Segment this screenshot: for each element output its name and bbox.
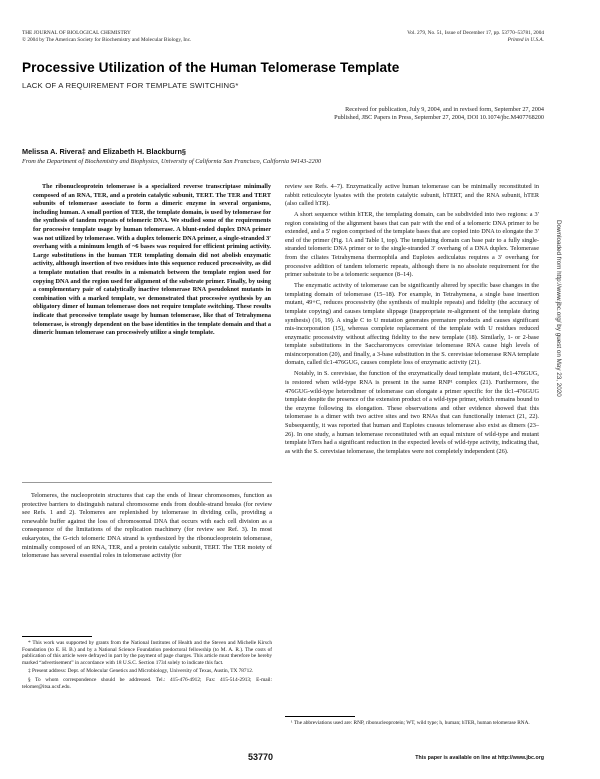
footnote-divider-left	[22, 636, 92, 637]
footnote-address: ‡ Present address: Dept. of Molecular Genetics and Microbiology, University of Texas, Austin, TX 78712.	[28, 668, 254, 675]
footnote-funding: * This work was supported by grants from the National Institutes of Health and the Steven and Michelle Kirsch Foundation (to E. H. B.) and by a National Science Foundation predoctoral fellowship (to M. A. R.). The costs of publication of this article were defrayed in part by the payment of page charges. This article must therefore be hereby marked “advertisement” in accordance with 18 U.S.C. Section 1734 solely to indicate this fact.	[22, 640, 272, 666]
volume-line: Vol. 279, No. 51, Issue of December 17, pp. 53770–53781, 2004	[407, 30, 544, 36]
footnote-divider-right	[285, 716, 355, 717]
right-column	[285, 183, 539, 459]
author-list: Melissa A. Rivera‡ and Elizabeth H. Blackburn§	[22, 147, 186, 156]
printed-line: Printed in U.S.A.	[507, 36, 544, 43]
journal-name: THE JOURNAL OF BIOLOGICAL CHEMISTRY	[22, 30, 131, 36]
body-paragraph: A short sequence within hTER, the templating domain, can be subdivided into two regions: a 3′ region consisting of the alignment bases that can pair with the end of a telomeric DNA primer to be extended, and a 5′ region comprised of the template bases that are copied into DNA to elongate the 3′ end of the primer (Fig. 1A and Table I, top). The templating domain can base pair to a fully single-stranded telomeric DNA primer or to the single-stranded 3′ overhang of a DNA duplex. Telomerase from the ciliates Tetrahymena thermophila and Euplotes aediculatus requires a 3′ overhang for processive addition of tandem telomeric repeats, although there is no absolute requirement for the primer substrate to be a telomeric sequence (8–14).	[285, 211, 539, 279]
body-paragraph: The enzymatic activity of telomerase can be significantly altered by specific base changes in the templating domain of telomerase (15–18). For example, in Tetrahymena, a single base insertion mutant, 49+C, reduces processivity (the synthesis of multiple repeats) and fidelity (the accuracy of template copying) and causes template slippage (inappropriate re-alignment of the template during synthesis) (16, 19). A single C to U mutation generates premature products and causes significant mis-incorporation (15), whereas complete replacement of the template with U residues reduced enzymatic processivity without affecting fidelity to the new template (18). Similarly, 1- or 2-base template substitutions in the Saccharomyces cerevisiae telomerase RNA cause high levels of misincorporation (20), and finally, a 3-base substitution in the S. cerevisiae telomerase RNA template domain, called tlc1-476GUG, causes complete loss of enzymatic activity (21).	[285, 282, 539, 367]
article-title: Processive Utilization of the Human Telomerase Template	[22, 60, 400, 75]
abstract	[33, 183, 271, 338]
received-line: Received for publication, July 9, 2004, and in revised form, September 27, 2004	[345, 106, 544, 113]
article-subtitle: LACK OF A REQUIREMENT FOR TEMPLATE SWITCHING*	[22, 81, 239, 90]
availability-note: This paper is available on line at http://www.jbc.org	[415, 755, 544, 761]
abstract-text: The ribonucleoprotein telomerase is a specialized reverse transcriptase minimally composed of an RNA, TER, and a protein catalytic subunit, TERT. The TER and TERT subunits of telomerase associate to form a dimeric enzyme in several organisms, including human. A small portion of TER, the template domain, is used by telomerase for the synthesis of tandem repeats of telomeric DNA. We studied some of the requirements for processive template usage by human telomerase. A blunt-ended duplex DNA primer was not utilized by telomerase. With a duplex telomeric DNA primer, a single-stranded 3′ overhang with a minimum length of ~6 bases was required for efficient priming activity. Large substitutions in the human TER templating domain did not abolish enzymatic activity, although insertion of two residues into this sequence reduced processivity, as did a template mutation that results in a mismatch between the template region used for copying DNA and the region used for alignment of the substrate primer. Finally, by using a complementary pair of catalytically inactive telomerase RNA pseudoknot mutants in combination with a marked template, we demonstrated that processive synthesis by an obligatory dimer of human telomerase does not require template switching. These results indicate that processive template usage by human telomerase, like that of Tetrahymena telomerase, is strongly dependent on the base identities in the template domain and that a dimeric human telomerase can processively utilize a single template.	[33, 183, 271, 337]
download-watermark: Downloaded from http://www.jbc.org/ by guest on May 23, 2020	[555, 220, 562, 397]
journal-header	[22, 30, 191, 43]
copyright-line: © 2004 by The American Society for Biochemistry and Molecular Biology, Inc.	[22, 36, 192, 43]
body-paragraph: Notably, in S. cerevisiae, the function of the enzymatically dead template mutant, tlc1-476GUG, is restored when wild-type RNA is present in the same RNP¹ complex (21). Furthermore, the 476GUG-wild-type heterodimer of telomerase can elongate a primer specific for the tlc1-476GUG template despite the presence of the extension product of a wild-type primer, which remains bound to the enzyme following its elongation. These observations and other evidence showed that this telomerase is a dimer with two active sites and two RNAs that can functionally interact (21, 22). Subsequently, it was reported that human and Euplotes crassus telomerase also exist as dimers (23–26). In one study, a human telomerase reconstituted with an equal mixture of wild-type and mutant template hTers had a significant reduction in the expected levels of wild-type activity, indicating that, as with the S. cerevisiae telomerase, the templates were not completely independent (26).	[285, 370, 539, 455]
footnote-abbreviations	[285, 720, 539, 729]
footnote-correspondence: § To whom correspondence should be addressed. Tel.: 415-476-4912; Fax: 415-514-2913; E-mail: telomer@itsa.ucsf.edu.	[22, 676, 272, 690]
body-paragraph: review see Refs. 4–7). Enzymatically active human telomerase can be minimally reconstituted in rabbit reticulocyte lysates with the protein catalytic subunit, hTERT, and the RNA subunit, hTER (also called hTR).	[285, 183, 539, 208]
introduction	[22, 492, 272, 561]
footnote-abbrev-text: ¹ The abbreviations used are: RNP, ribonucleoprotein; WT, wild type; h, human; hTER, human telomerase RNA.	[291, 720, 530, 726]
published-line: Published, JBC Papers in Press, September 27, 2004, DOI 10.1074/jbc.M407768200	[334, 114, 544, 122]
intro-text: Telomeres, the nucleoprotein structures that cap the ends of linear chromosomes, function as protective barriers to distinguish natural chromosome ends from double-strand breaks (for review see Refs. 1 and 2). Telomeres are replenished by telomerase in dividing cells, providing a renewable buffer against the loss of chromosomal DNA that occurs with each cell division as a consequence of the limitations of the replication machinery (for review see Ref. 3). In most eukaryotes, the G-rich telomeric DNA strand is synthesized by the ribonucleoprotein telomerase, minimally composed of an RNA, TER, and a protein catalytic subunit, TERT. The TER moiety of telomerase has several essential roles in telomerase activity (for	[22, 492, 272, 560]
page-number: 53770	[248, 752, 274, 762]
footnotes-left	[22, 640, 272, 692]
issue-header	[407, 30, 544, 43]
affiliation: From the Department of Biochemistry and Biophysics, University of California San Francisco, California 94143-2200	[22, 158, 322, 165]
received-dates	[334, 106, 544, 122]
